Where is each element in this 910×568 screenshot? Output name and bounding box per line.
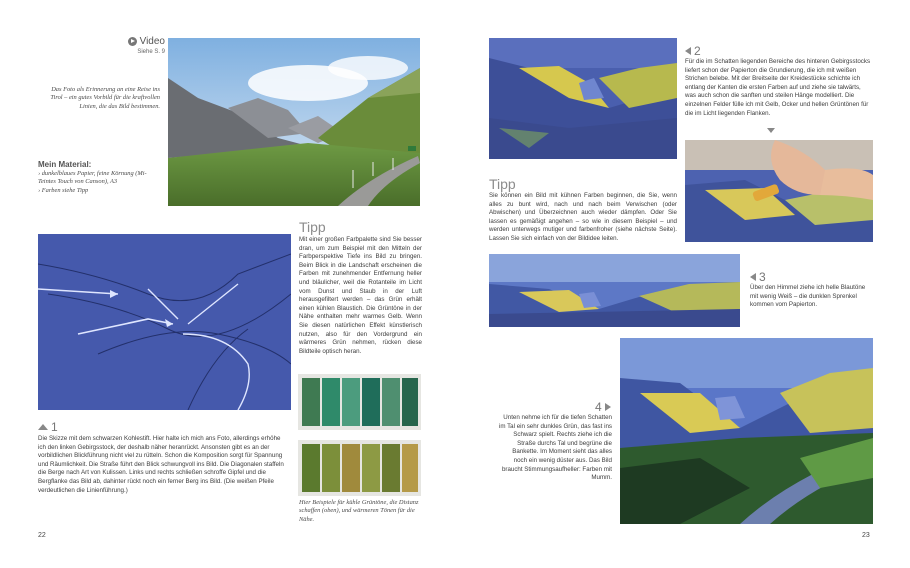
step-4-number: 4 [595,400,602,414]
hand-pastel-photo [685,140,873,242]
arrow-right-icon [605,403,611,411]
video-reference [113,36,165,55]
photo-caption: Das Foto als Erinnerung an eine Reise ins Tirol – ein gutes Vorbild für die kraftvollen Linien, die das Bild bestimmen. [50,86,160,110]
tyrol-landscape-photo [168,38,420,206]
step-1-marker [38,420,58,434]
page-number-right: 23 [862,532,870,539]
material-list [38,160,163,195]
tipp-heading-left: Tipp [299,219,326,235]
step-3-number: 3 [759,270,766,284]
step-4-marker [595,400,611,414]
swatch-caption: Hier Beispiele für kühle Grüntöne, die Distanz schaffen (oben), und wärmeren Tönen für die Nähe. [299,499,419,523]
page-number-left: 22 [38,532,46,539]
step-2-marker [685,44,701,58]
step-3-marker [750,270,766,284]
cool-green-swatches [298,374,421,430]
video-label: Video [139,36,165,47]
charcoal-sketch-image [38,234,291,410]
step-1-text: Die Skizze mit dem schwarzen Kohlestift. Hier halte ich mich ans Foto, allerdings erhöhe ich den linken Gebirgsstock, der deshalb näher heranrückt. Ansonsten gibt es an der vorbildlichen Blickführung nicht viel zu rütteln. Schon die Komposition sorgt für Spannung und Räumlichkeit. Die Straße führt den Blick schwungvoll ins Bild. Die Diagonalen staffeln die Berge nach Art von Kulissen. Links und rechts schließen schroffe Gipfel und die Bergflanke das Bild ab, dahinter rückt noch ein ferner Berg ins Bild. (Die weißen Pfeile verdeutlichen die Linienführung.) [38,435,284,494]
step-1-number: 1 [51,420,58,434]
arrow-up-icon [38,424,48,430]
step-2-number: 2 [694,44,701,58]
step-2-painting [489,38,677,159]
step-3-text: Über den Himmel ziehe ich helle Blautöne mit wenig Weiß – die dunklen Sprenkel kommen vom Papierton. [750,284,866,309]
material-item: › Farben siehe Tipp [38,186,89,194]
step-4-text: Unten nehme ich für die tiefen Schatten im Tal ein sehr dunkles Grün, das fast ins Schwarz spielt. Rechts ziehe ich die Straße durchs Tal und begrüne die Bankette. Im Moment sieht das alles noch ein wenig düster aus. Das Bild braucht Stimmungsaufheller: Farben mit Mumm. [498,414,612,482]
material-heading: Mein Material: [38,160,92,169]
video-page-ref: Siehe S. 9 [137,49,165,55]
step-2-text: Für die im Schatten liegenden Bereiche des hinteren Gebirgsstocks liefert schon der Papierton die Grundierung, die ich mit weißen Strichen belebe. Mit der Breitseite der Kreidestücke schichte ich entlang der Kanten die ersten Farben auf und ziehe sie talwärts, was auch schon die sanften und steilen Hänge modelliert. Die einzelnen Felder fülle ich mit Gelb, Ocker und hellen Grüntönen für die im Licht liegenden Flanken. [685,58,871,117]
warm-green-swatches [298,440,421,496]
material-item: › dunkelblaues Papier, feine Körnung (Mi-Teintes Touch von Canson), A3 [38,170,147,186]
tipp-body-right: Sie können ein Bild mit kühnen Farben beginnen, die Sie, wenn alles zu bunt wird, nach und nach beim Verwischen (oder Abwischen) und Überzeichnen auch wieder dämpfen. Oder Sie lassen es gemäßigt angehen – so wie in diesem Beispiel – und werden unterwegs mutiger und farbenfroher (siehe nächste Seite). Lassen Sie sich einfach von der Bildidee leiten. [489,192,677,242]
tipp-body-left: Mit einer großen Farbpalette sind Sie besser dran, um zum Beispiel mit den Mitteln der Farbperspektive Tiefe ins Bild zu bringen. Beim Blick in die Landschaft erscheinen die Farben mit zunehmender Entfernung heller und bläulicher, weil die Rotanteile im Licht vom Dunst und Staub in der Luft herausgefiltert werden – das Grün erhält einen kühlen Blaustich. Die Grüntöne in der Nähe enthalten mehr warmes Gelb. Wenn Sie diesen natürlichen Effekt künstlerisch nutzen, also für den Vordergrund ein wärmeres Grün nehmen, rücken diese Bildteile optisch heran. [299,236,422,355]
step-4-painting [620,338,873,524]
tipp-heading-right: Tipp [489,176,516,192]
arrow-down-icon [767,128,775,133]
arrow-left-icon [685,47,691,55]
step-3-painting [489,254,740,327]
arrow-left-icon [750,273,756,281]
video-play-icon [128,37,137,46]
